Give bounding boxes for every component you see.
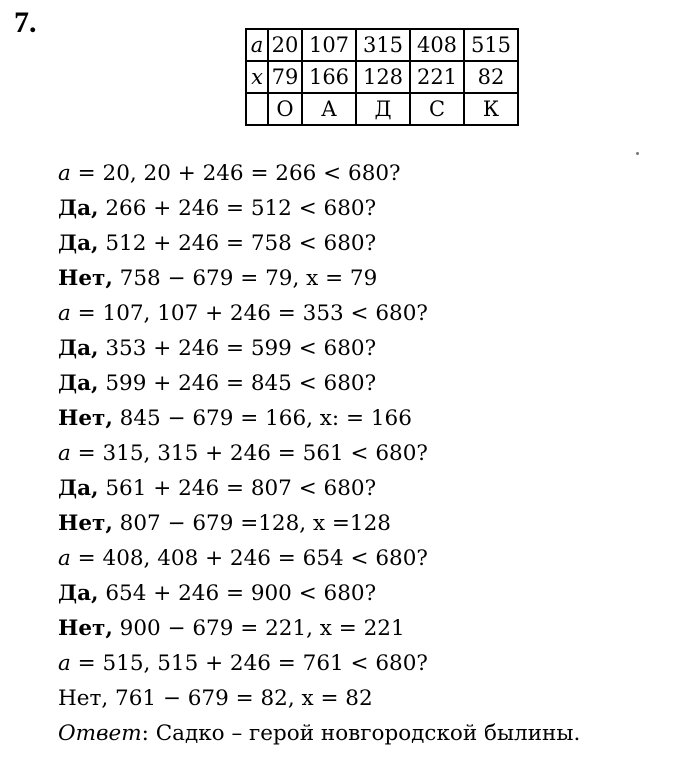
answer-text: : Садко – герой новгородской былины.	[141, 721, 581, 746]
values-table	[245, 28, 519, 126]
line-text: = 408, 408 + 246 = 654 < 680?	[70, 546, 428, 571]
solution-line	[58, 576, 688, 611]
table-cell: 166	[302, 61, 356, 93]
line-text: 266 + 246 = 512 < 680?	[98, 196, 377, 221]
line-lead: a	[58, 161, 71, 186]
line-lead: a	[58, 301, 71, 326]
solution-line	[58, 436, 688, 471]
line-text: 599 + 246 = 845 < 680?	[98, 371, 377, 396]
table-row-x	[246, 61, 518, 93]
table-cell: 128	[356, 61, 410, 93]
solution-line	[58, 331, 688, 366]
solution-line	[58, 296, 688, 331]
line-lead: Да,	[58, 196, 99, 221]
line-text: 807 − 679 =128, x =128	[112, 511, 391, 536]
line-lead: a	[58, 651, 71, 676]
solution-line	[58, 156, 688, 191]
table-cell: 408	[410, 29, 464, 61]
solution-line	[58, 366, 688, 401]
table-cell: 82	[464, 61, 518, 93]
line-text: 845 − 679 = 166, x: = 166	[112, 406, 412, 431]
solution-line	[58, 541, 688, 576]
answer-label: Ответ	[58, 721, 142, 746]
solution-line	[58, 191, 688, 226]
line-text: = 515, 515 + 246 = 761 < 680?	[70, 651, 428, 676]
problem-number: 7.	[14, 6, 37, 39]
line-lead: Нет,	[58, 406, 113, 431]
line-lead: Нет,	[58, 616, 113, 641]
solution-line	[58, 611, 688, 646]
line-lead: a	[58, 546, 71, 571]
line-text: 353 + 246 = 599 < 680?	[98, 336, 377, 361]
table-row-a	[246, 29, 518, 61]
row-label-empty	[246, 93, 268, 125]
line-text: = 315, 315 + 246 = 561 < 680?	[70, 441, 428, 466]
table-cell: Д	[356, 93, 410, 125]
line-lead: Нет,	[58, 511, 113, 536]
line-lead: Да,	[58, 476, 99, 501]
table-cell: 315	[356, 29, 410, 61]
line-lead: Да,	[58, 581, 99, 606]
table-row-letters	[246, 93, 518, 125]
line-lead: Нет,	[58, 266, 113, 291]
line-lead: Да,	[58, 371, 99, 396]
solution-line	[58, 261, 688, 296]
solution-line	[58, 226, 688, 261]
table-cell: А	[302, 93, 356, 125]
line-text: 758 − 679 = 79, x = 79	[112, 266, 378, 291]
solution-line	[58, 646, 688, 681]
line-text: 654 + 246 = 900 < 680?	[98, 581, 377, 606]
table-cell: О	[268, 93, 302, 125]
line-lead: Да,	[58, 231, 99, 256]
table-cell: 79	[268, 61, 302, 93]
line-text: = 107, 107 + 246 = 353 < 680?	[70, 301, 428, 326]
table-cell: С	[410, 93, 464, 125]
solution-line	[58, 401, 688, 436]
row-label-x: x	[246, 61, 268, 93]
row-label-a: a	[246, 29, 268, 61]
line-lead: Нет,	[58, 686, 109, 711]
table-cell: К	[464, 93, 518, 125]
line-text: = 20, 20 + 246 = 266 < 680?	[70, 161, 401, 186]
solution-line	[58, 471, 688, 506]
line-lead: Да,	[58, 336, 99, 361]
table-cell: 107	[302, 29, 356, 61]
line-lead: a	[58, 441, 71, 466]
table-cell: 515	[464, 29, 518, 61]
line-text: 761 − 679 = 82, x = 82	[108, 686, 373, 711]
solution-line	[58, 681, 688, 716]
solution-lines	[58, 156, 688, 751]
line-text: 512 + 246 = 758 < 680?	[98, 231, 377, 256]
table-cell: 221	[410, 61, 464, 93]
answer-line	[58, 716, 688, 751]
solution-line	[58, 506, 688, 541]
speck-mark	[636, 152, 639, 155]
table-cell: 20	[268, 29, 302, 61]
line-text: 561 + 246 = 807 < 680?	[98, 476, 377, 501]
line-text: 900 − 679 = 221, x = 221	[112, 616, 405, 641]
